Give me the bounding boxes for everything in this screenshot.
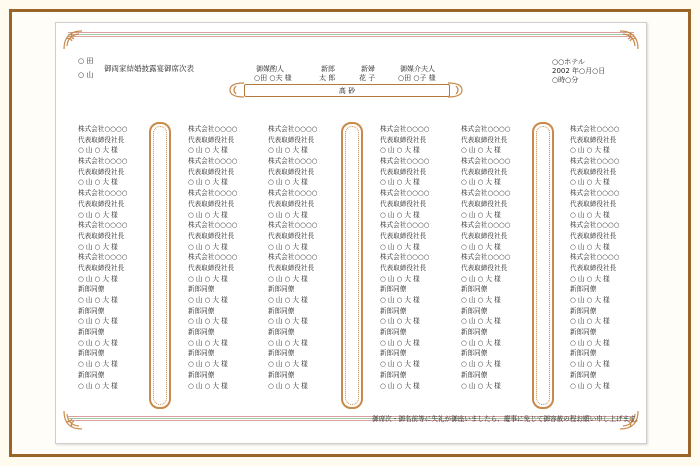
guest-entry: 代表取締役社長 [461,199,508,208]
guest-entry: ○ 山 ○ 大 様 [461,146,501,155]
guest-entry: ○ 山 ○ 大 様 [78,178,118,187]
family-name-1: ○ 田 [78,57,94,65]
guest-entry: 新郎同僚 [78,285,105,294]
head-table-label: 高 砂 [338,87,356,95]
guest-entry: 代表取締役社長 [380,135,427,144]
guest-entry: ○ 山 ○ 大 様 [268,338,308,347]
guest-entry: ○ 山 ○ 大 様 [268,317,308,326]
guest-entry: ○ 山 ○ 大 様 [268,360,308,369]
guest-entry: 新郎同僚 [570,328,597,337]
guest-entry: ○ 山 ○ 大 様 [188,360,228,369]
guest-entry: ○ 山 ○ 大 様 [570,317,610,326]
host-name: ○田 ○子 様 [398,74,436,82]
guest-entry: 代表取締役社長 [380,263,427,272]
guest-entry: 株式会社○○○○ [461,221,511,230]
head-table-box [244,84,450,97]
guest-entry: 新郎同僚 [268,370,295,379]
guest-entry: 代表取締役社長 [570,135,617,144]
guest-entry: 株式会社○○○○ [570,221,620,230]
head-table-banner [226,81,466,99]
guest-entry: 代表取締役社長 [570,167,617,176]
table-bar-2 [341,122,363,409]
guest-column-6 [570,124,642,391]
guest-entry: 株式会社○○○○ [570,157,620,166]
guest-entry: ○ 山 ○ 大 様 [78,338,118,347]
guest-entry: ○ 山 ○ 大 様 [380,242,420,251]
guest-entry: 代表取締役社長 [268,263,315,272]
guest-entry: ○ 山 ○ 大 様 [188,146,228,155]
guest-entry: 新郎同僚 [570,285,597,294]
guest-entry: ○ 山 ○ 大 様 [570,210,610,219]
guest-entry: 新郎同僚 [461,306,488,315]
guest-entry: 新郎同僚 [268,328,295,337]
top-decorative-band [68,32,634,37]
guest-entry: 株式会社○○○○ [188,189,238,198]
guest-entry: ○ 山 ○ 大 様 [570,296,610,304]
guest-entry: 新郎同僚 [78,370,105,379]
guest-entry: 新郎同僚 [78,328,105,337]
guest-entry: ○ 山 ○ 大 様 [461,242,501,251]
guest-entry: ○ 山 ○ 大 様 [188,242,228,251]
guest-entry: 株式会社○○○○ [380,157,430,166]
guest-entry: 新郎同僚 [570,349,597,358]
guest-entry: 新郎同僚 [461,285,488,294]
guest-entry: 代表取締役社長 [268,135,315,144]
guest-entry: ○ 山 ○ 大 様 [380,178,420,187]
guest-entry: 新郎同僚 [570,306,597,315]
guest-entry: 株式会社○○○○ [380,221,430,230]
guest-entry: 株式会社○○○○ [78,157,128,166]
guest-entry: 代表取締役社長 [380,167,427,176]
guest-entry: 株式会社○○○○ [461,253,511,262]
groom-name: 太 郎 [319,74,336,82]
host-label: 御媒介夫人 [400,65,435,73]
guest-entry: 株式会社○○○○ [380,189,430,198]
guest-entry: 新郎同僚 [380,328,407,337]
guest-entry: ○ 山 ○ 大 様 [78,274,118,283]
guest-entry: ○ 山 ○ 大 様 [78,296,118,304]
guest-entry: ○ 山 ○ 大 様 [78,146,118,155]
guest-column-5 [461,124,533,391]
guest-entry: 株式会社○○○○ [570,189,620,198]
guest-entry: ○ 山 ○ 大 様 [380,338,420,347]
guest-entry: 株式会社○○○○ [188,253,238,262]
guest-entry: 代表取締役社長 [570,199,617,208]
corner-ornament-icon [618,29,640,51]
table-bar-3 [532,122,554,409]
guest-entry: 代表取締役社長 [78,199,125,208]
guest-entry: 代表取締役社長 [78,135,125,144]
guest-entry: 株式会社○○○○ [78,125,128,133]
guest-column-3 [268,124,340,391]
bride-name: 花 子 [359,74,376,82]
guest-entry: 株式会社○○○○ [268,253,318,262]
guest-entry: 新郎同僚 [380,349,407,358]
guest-entry: 株式会社○○○○ [268,125,318,133]
guest-entry: ○ 山 ○ 大 様 [188,338,228,347]
guest-entry: 新郎同僚 [461,349,488,358]
guest-column-4 [380,124,452,391]
guest-entry: ○ 山 ○ 大 様 [461,296,501,304]
guest-entry: 株式会社○○○○ [461,157,511,166]
guest-entry: 代表取締役社長 [78,231,125,240]
guest-entry: ○ 山 ○ 大 様 [188,317,228,326]
guest-entry: 新郎同僚 [461,370,488,379]
guest-entry: 株式会社○○○○ [78,253,128,262]
guest-entry: 代表取締役社長 [78,263,125,272]
guest-entry: ○ 山 ○ 大 様 [78,360,118,369]
guest-entry: 新郎同僚 [268,306,295,315]
guest-entry: ○ 山 ○ 大 様 [78,210,118,219]
guest-entry: ○ 山 ○ 大 様 [78,381,118,390]
guest-column-2 [188,124,260,391]
guest-entry: 代表取締役社長 [188,135,235,144]
guest-entry: 代表取締役社長 [461,135,508,144]
guest-entry: ○ 山 ○ 大 様 [188,274,228,283]
guest-entry: ○ 山 ○ 大 様 [570,146,610,155]
guest-entry: ○ 山 ○ 大 様 [461,317,501,326]
guest-entry: 新郎同僚 [380,285,407,294]
guest-entry: ○ 山 ○ 大 様 [461,210,501,219]
guest-entry: ○ 山 ○ 大 様 [268,274,308,283]
nakodo-label: 御媒酌人 [256,65,284,73]
guest-entry: 新郎同僚 [570,370,597,379]
guest-entry: 株式会社○○○○ [268,221,318,230]
event-time: ○時○分 [552,76,579,84]
guest-entry: 代表取締役社長 [461,231,508,240]
guest-entry: ○ 山 ○ 大 様 [380,146,420,155]
guest-entry: ○ 山 ○ 大 様 [268,296,308,304]
guest-entry: 株式会社○○○○ [461,125,511,133]
guest-entry: 株式会社○○○○ [188,157,238,166]
guest-entry: ○ 山 ○ 大 様 [570,178,610,187]
guest-entry: ○ 山 ○ 大 様 [461,360,501,369]
guest-entry: ○ 山 ○ 大 様 [268,178,308,187]
guest-entry: ○ 山 ○ 大 様 [461,381,501,390]
scroll-ornament-icon [446,81,466,99]
guest-entry: ○ 山 ○ 大 様 [380,296,420,304]
guest-entry: 株式会社○○○○ [380,253,430,262]
guest-entry: 株式会社○○○○ [570,253,620,262]
guest-entry: 新郎同僚 [268,285,295,294]
venue-name: ○○ホテル [552,58,585,66]
guest-entry: 株式会社○○○○ [78,221,128,230]
guest-entry: ○ 山 ○ 大 様 [78,242,118,251]
guest-entry: ○ 山 ○ 大 様 [268,381,308,390]
table-bar-1 [149,122,171,409]
guest-entry: ○ 山 ○ 大 様 [380,317,420,326]
page-title: 御両家結婚披露宴御席次表 [104,64,194,73]
guest-entry: ○ 山 ○ 大 様 [570,242,610,251]
guest-entry: ○ 山 ○ 大 様 [461,178,501,187]
guest-entry: ○ 山 ○ 大 様 [188,296,228,304]
guest-entry: 代表取締役社長 [78,167,125,176]
guest-entry: ○ 山 ○ 大 様 [188,210,228,219]
guest-entry: ○ 山 ○ 大 様 [570,274,610,283]
guest-entry: ○ 山 ○ 大 様 [268,242,308,251]
guest-column-1 [78,124,150,391]
corner-ornament-icon [62,29,84,51]
guest-entry: 新郎同僚 [268,349,295,358]
guest-entry: ○ 山 ○ 大 様 [380,381,420,390]
guest-entry: 新郎同僚 [78,306,105,315]
guest-entry: 代表取締役社長 [570,263,617,272]
guest-entry: ○ 山 ○ 大 様 [461,338,501,347]
groom-label: 新郎 [321,65,335,73]
guest-entry: 代表取締役社長 [188,231,235,240]
guest-entry: ○ 山 ○ 大 様 [570,381,610,390]
guest-entry: 株式会社○○○○ [188,125,238,133]
guest-entry: 代表取締役社長 [380,199,427,208]
guest-entry: 新郎同僚 [380,370,407,379]
guest-entry: 代表取締役社長 [188,167,235,176]
guest-entry: 新郎同僚 [461,328,488,337]
family-name-2: ○ 山 [78,71,94,79]
guest-entry: ○ 山 ○ 大 様 [380,360,420,369]
guest-entry: 株式会社○○○○ [461,189,511,198]
event-date: 2002 年○月○日 [552,67,606,75]
guest-entry: 新郎同僚 [188,328,215,337]
guest-entry: 株式会社○○○○ [188,221,238,230]
guest-entry: 株式会社○○○○ [380,125,430,133]
guest-entry: 代表取締役社長 [461,263,508,272]
guest-entry: ○ 山 ○ 大 様 [380,210,420,219]
guest-entry: 株式会社○○○○ [268,189,318,198]
guest-entry: 代表取締役社長 [570,231,617,240]
guest-entry: 株式会社○○○○ [570,125,620,133]
guest-entry: ○ 山 ○ 大 様 [380,274,420,283]
guest-entry: ○ 山 ○ 大 様 [188,178,228,187]
guest-entry: 新郎同僚 [188,285,215,294]
bride-label: 新婦 [361,65,375,73]
guest-entry: 新郎同僚 [380,306,407,315]
guest-entry: 代表取締役社長 [380,231,427,240]
guest-entry: ○ 山 ○ 大 様 [78,317,118,326]
guest-entry: 代表取締役社長 [461,167,508,176]
guest-entry: 代表取締役社長 [188,263,235,272]
guest-entry: 新郎同僚 [78,349,105,358]
guest-entry: 新郎同僚 [188,306,215,315]
guest-entry: ○ 山 ○ 大 様 [268,146,308,155]
guest-entry: 代表取締役社長 [268,199,315,208]
guest-entry: 代表取締役社長 [188,199,235,208]
guest-entry: 株式会社○○○○ [78,189,128,198]
guest-entry: ○ 山 ○ 大 様 [570,338,610,347]
scroll-ornament-icon [226,81,246,99]
document-page [55,22,647,444]
guest-entry: ○ 山 ○ 大 様 [570,360,610,369]
corner-ornament-icon [62,409,84,431]
guest-entry: 代表取締役社長 [268,231,315,240]
footer-note: 御席次・御名前等に失礼が御座いましたら、慶事に免じて御容赦の程お願い申し上げます。 [372,415,642,423]
guest-entry: ○ 山 ○ 大 様 [188,381,228,390]
guest-entry: 株式会社○○○○ [268,157,318,166]
nakodo-name: ○田 ○夫 様 [254,74,292,82]
guest-entry: 新郎同僚 [188,370,215,379]
guest-entry: ○ 山 ○ 大 様 [268,210,308,219]
guest-entry: 代表取締役社長 [268,167,315,176]
guest-entry: ○ 山 ○ 大 様 [461,274,501,283]
guest-entry: 新郎同僚 [188,349,215,358]
